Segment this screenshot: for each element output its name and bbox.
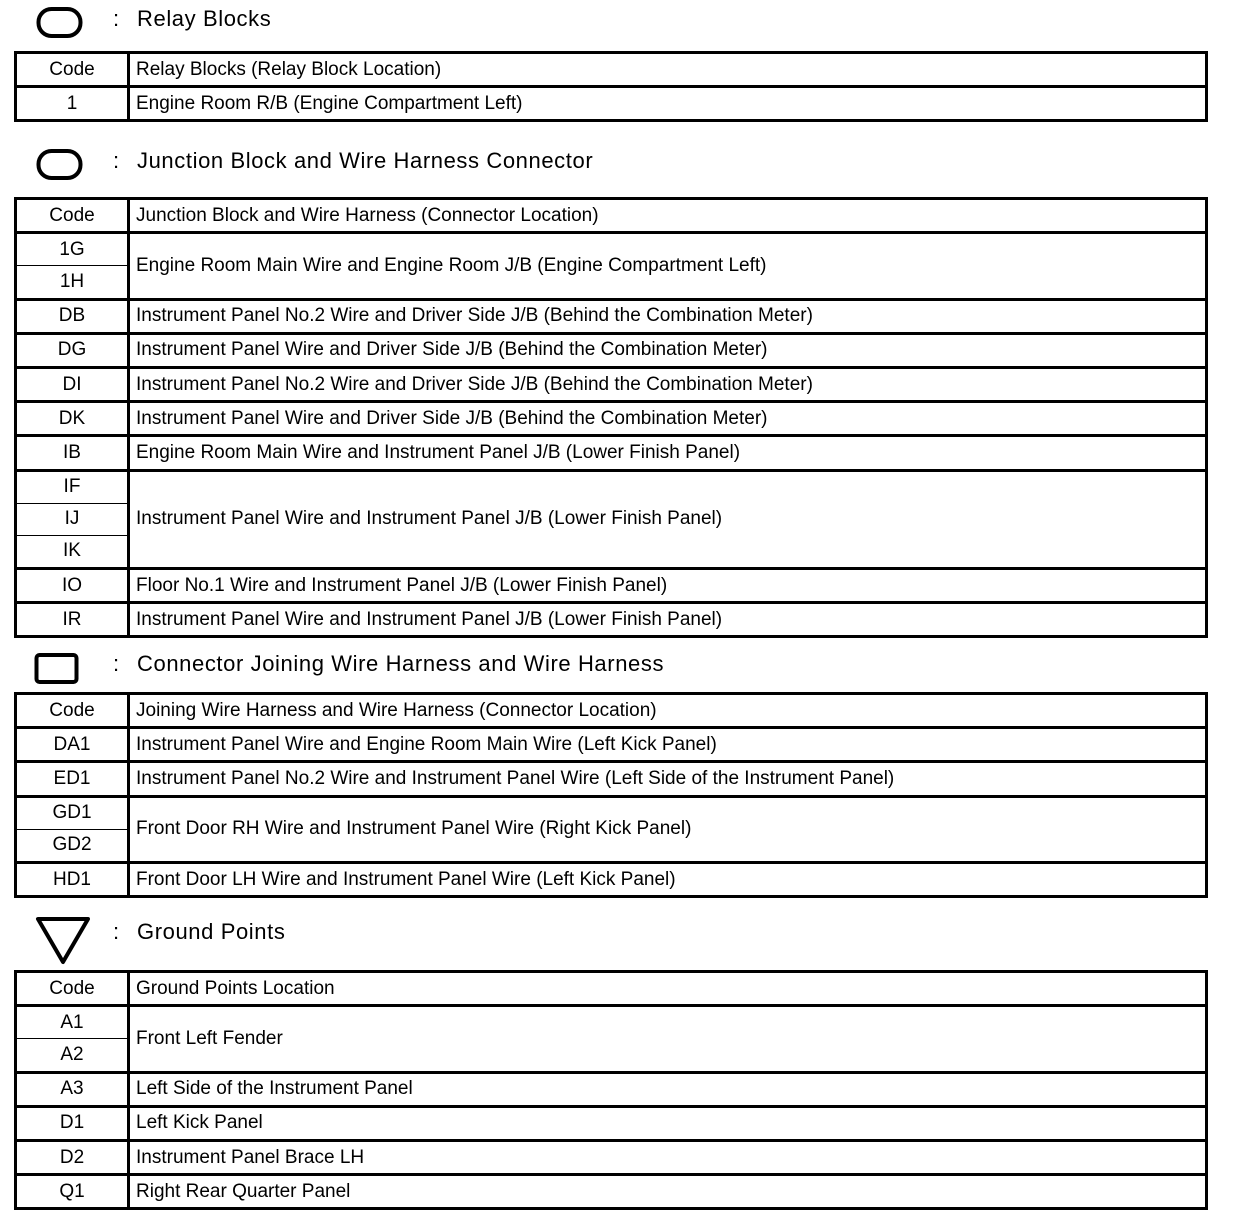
relay-blocks-table (14, 51, 1208, 122)
section-title: Junction Block and Wire Harness Connector (137, 148, 594, 173)
code-cell: A2 (16, 1039, 129, 1072)
section-title: Relay Blocks (137, 6, 272, 31)
code-cell: IJ (16, 503, 129, 535)
ground-triangle-icon (34, 915, 92, 967)
table-row (16, 762, 1207, 796)
heading-colon: : (113, 148, 120, 173)
location-cell: Instrument Panel Wire and Instrument Panel J/B (Lower Finish Panel) (129, 470, 1207, 569)
location-cell: Instrument Panel No.2 Wire and Driver Side J/B (Behind the Combination Meter) (129, 299, 1207, 333)
code-column-header: Code (16, 694, 129, 728)
table-row (16, 862, 1207, 896)
code-cell: IK (16, 535, 129, 568)
location-column-header: Junction Block and Wire Harness (Connector Location) (136, 204, 599, 226)
junction-block-heading (0, 142, 1248, 182)
code-cell: HD1 (16, 862, 129, 896)
table-row (16, 728, 1207, 762)
location-column-header: Joining Wire Harness and Wire Harness (Connector Location) (136, 699, 657, 721)
code-cell: IF (16, 470, 129, 503)
code-cell: DK (16, 402, 129, 436)
code-cell: D1 (16, 1106, 129, 1140)
code-cell: 1 (16, 87, 129, 121)
code-column-header: Code (16, 53, 129, 87)
code-cell: 1H (16, 266, 129, 299)
table-row (16, 87, 1207, 121)
code-cell: GD1 (16, 796, 129, 829)
code-cell: A3 (16, 1072, 129, 1106)
location-cell: Engine Room R/B (Engine Compartment Left) (129, 87, 1207, 121)
table-row (16, 436, 1207, 470)
table-row (16, 796, 1207, 829)
code-cell: IO (16, 569, 129, 603)
code-cell: D2 (16, 1140, 129, 1174)
table-row (16, 367, 1207, 401)
location-cell: Left Kick Panel (129, 1106, 1207, 1140)
table-header-row (16, 694, 1207, 728)
table-row (16, 233, 1207, 266)
location-cell: Instrument Panel Brace LH (129, 1140, 1207, 1174)
code-column-header: Code (16, 199, 129, 233)
junction-block-table (14, 197, 1208, 638)
location-cell: Left Side of the Instrument Panel (129, 1072, 1207, 1106)
table-row (16, 1140, 1207, 1174)
location-column-header: Ground Points Location (136, 977, 335, 999)
location-cell: Instrument Panel Wire and Driver Side J/B (Behind the Combination Meter) (129, 402, 1207, 436)
table-row (16, 470, 1207, 503)
code-cell: 1G (16, 233, 129, 266)
location-cell: Floor No.1 Wire and Instrument Panel J/B (Lower Finish Panel) (129, 569, 1207, 603)
table-row (16, 1072, 1207, 1106)
table-row (16, 1006, 1207, 1039)
location-cell: Engine Room Main Wire and Engine Room J/B (Engine Compartment Left) (129, 233, 1207, 299)
junction-block-oval-icon (36, 148, 84, 182)
location-cell: Engine Room Main Wire and Instrument Panel J/B (Lower Finish Panel) (129, 436, 1207, 470)
connector-joining-heading (0, 645, 1248, 685)
location-cell: Instrument Panel Wire and Instrument Panel J/B (Lower Finish Panel) (129, 603, 1207, 637)
table-row (16, 402, 1207, 436)
location-column-header: Relay Blocks (Relay Block Location) (136, 58, 442, 80)
location-cell: Front Door LH Wire and Instrument Panel Wire (Left Kick Panel) (129, 862, 1207, 896)
table-header-row (16, 53, 1207, 87)
location-cell: Front Door RH Wire and Instrument Panel Wire (Right Kick Panel) (129, 796, 1207, 862)
section-title: Ground Points (137, 919, 286, 944)
location-cell: Right Rear Quarter Panel (129, 1175, 1207, 1209)
table-row (16, 333, 1207, 367)
code-cell: DI (16, 367, 129, 401)
location-cell: Front Left Fender (129, 1006, 1207, 1072)
code-cell: DG (16, 333, 129, 367)
heading-colon: : (113, 651, 120, 676)
code-cell: DA1 (16, 728, 129, 762)
table-row (16, 299, 1207, 333)
table-row (16, 1106, 1207, 1140)
code-cell: IB (16, 436, 129, 470)
location-cell: Instrument Panel Wire and Driver Side J/B (Behind the Combination Meter) (129, 333, 1207, 367)
code-cell: DB (16, 299, 129, 333)
ground-points-table (14, 970, 1208, 1210)
table-row (16, 1175, 1207, 1209)
section-title: Connector Joining Wire Harness and Wire Harness (137, 651, 665, 676)
table-header-row (16, 972, 1207, 1006)
code-cell: Q1 (16, 1175, 129, 1209)
table-row (16, 569, 1207, 603)
relay-blocks-heading (0, 0, 1248, 40)
code-cell: A1 (16, 1006, 129, 1039)
location-cell: Instrument Panel No.2 Wire and Instrument Panel Wire (Left Side of the Instrument Panel) (129, 762, 1207, 796)
table-header-row (16, 199, 1207, 233)
code-column-header: Code (16, 972, 129, 1006)
location-cell: Instrument Panel No.2 Wire and Driver Side J/B (Behind the Combination Meter) (129, 367, 1207, 401)
heading-colon: : (113, 919, 120, 944)
location-cell: Instrument Panel Wire and Engine Room Main Wire (Left Kick Panel) (129, 728, 1207, 762)
relay-block-oval-icon (36, 6, 84, 40)
code-cell: IR (16, 603, 129, 637)
heading-colon: : (113, 6, 120, 31)
code-cell: ED1 (16, 762, 129, 796)
ground-points-heading (0, 913, 1248, 953)
connector-rectangle-icon (34, 652, 80, 686)
code-cell: GD2 (16, 829, 129, 862)
connector-joining-table (14, 692, 1208, 898)
table-row (16, 603, 1207, 637)
